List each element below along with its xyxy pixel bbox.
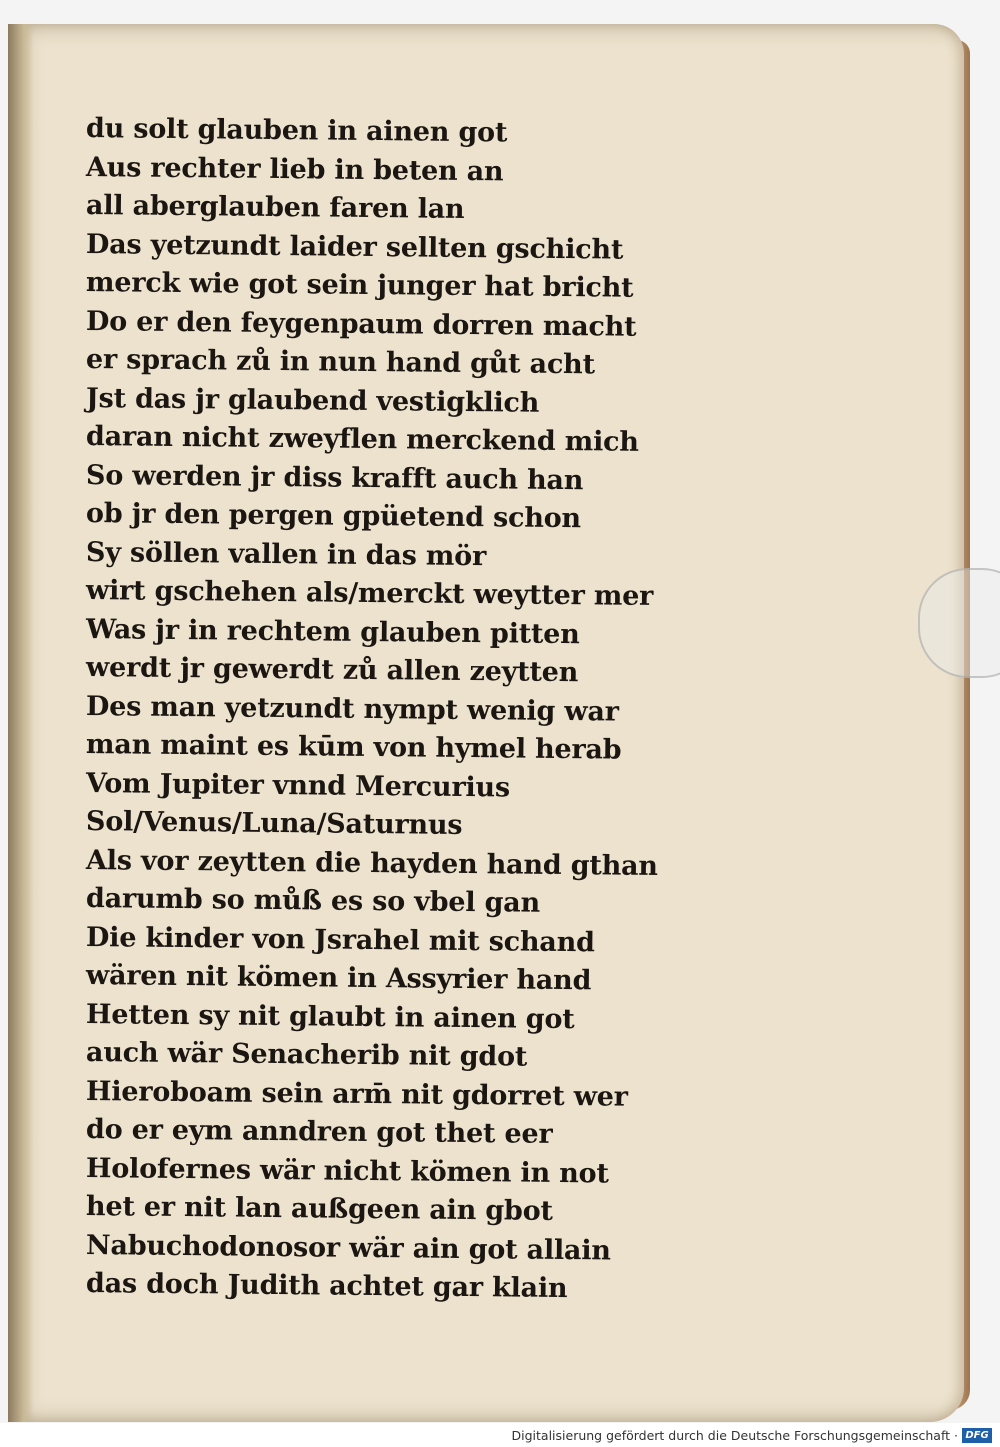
verse-line: Sy söllen vallen in das mör	[85, 536, 487, 572]
verse-line: das doch Judith achtet gar klain	[85, 1268, 568, 1305]
verse-line: Vom Jupiter vnnd Mercurius	[85, 767, 511, 803]
verse-line: Holofernes wär nicht kömen in not	[85, 1152, 609, 1189]
verse-line: Aus rechter lieb in beten an	[85, 151, 504, 187]
verse-line: Do er den feygenpaum dorren macht	[85, 305, 637, 343]
page-gutter	[8, 24, 34, 1422]
verse-line: auch wär Senacherib nit gdot	[85, 1037, 528, 1073]
verse-line: het er nit lan außgeen ain gbot	[85, 1191, 553, 1227]
verse-line: do er eym anndren got thet eer	[85, 1114, 553, 1150]
verse-line: Was jr in rechtem glauben pitten	[85, 613, 580, 650]
verse-line: werdt jr gewerdt zů allen zeytten	[85, 652, 579, 689]
funding-credit: Digitalisierung gefördert durch die Deutsche Forschungsgemeinschaft ·	[511, 1428, 958, 1443]
verse-line: Hetten sy nit glaubt in ainen got	[85, 998, 575, 1035]
verse-line: wirt gschehen als/merckt weytter mer	[85, 575, 654, 612]
verse-line: Nabuchodonosor wär ain got allain	[85, 1229, 611, 1266]
verse-line: darumb so můß es so vbel gan	[85, 883, 541, 919]
verse-line: Jst das jr glaubend vestigklich	[85, 382, 540, 419]
verse-line: Die kinder von Jsrahel mit schand	[85, 921, 595, 958]
verse-line: merck wie got sein junger hat bricht	[85, 267, 634, 304]
verse-line: all aberglauben faren lan	[85, 190, 465, 225]
book-page	[8, 24, 964, 1422]
verse-line: Hieroboam sein arm̄ nit gdorret wer	[85, 1075, 628, 1113]
verse-line: wären nit kömen in Assyrier hand	[85, 960, 592, 997]
verse-line: er sprach zů in nun hand gůt acht	[85, 344, 596, 381]
verse-line: Als vor zeytten die hayden hand gthan	[85, 844, 658, 882]
verse-line: Des man yetzundt nympt wenig war	[85, 690, 619, 728]
verse-line: So werden jr diss krafft auch han	[85, 459, 584, 496]
verse-line: Sol/Venus/Luna/Saturnus	[85, 806, 463, 841]
verse-line: Das yetzundt laider sellten gschicht	[85, 228, 624, 266]
dfg-logo-icon[interactable]: DFG	[962, 1428, 992, 1443]
verse-line: daran nicht zweyflen merckend mich	[85, 421, 639, 458]
verse-line: man maint es kūm von hymel herab	[85, 729, 622, 766]
verse-line: ob jr den pergen gpüetend schon	[85, 498, 582, 535]
footer-bar	[0, 1423, 1000, 1447]
page-tab-marker	[918, 568, 1000, 678]
verse-line: du solt glauben in ainen got	[85, 113, 508, 149]
verse-block	[85, 110, 658, 1305]
